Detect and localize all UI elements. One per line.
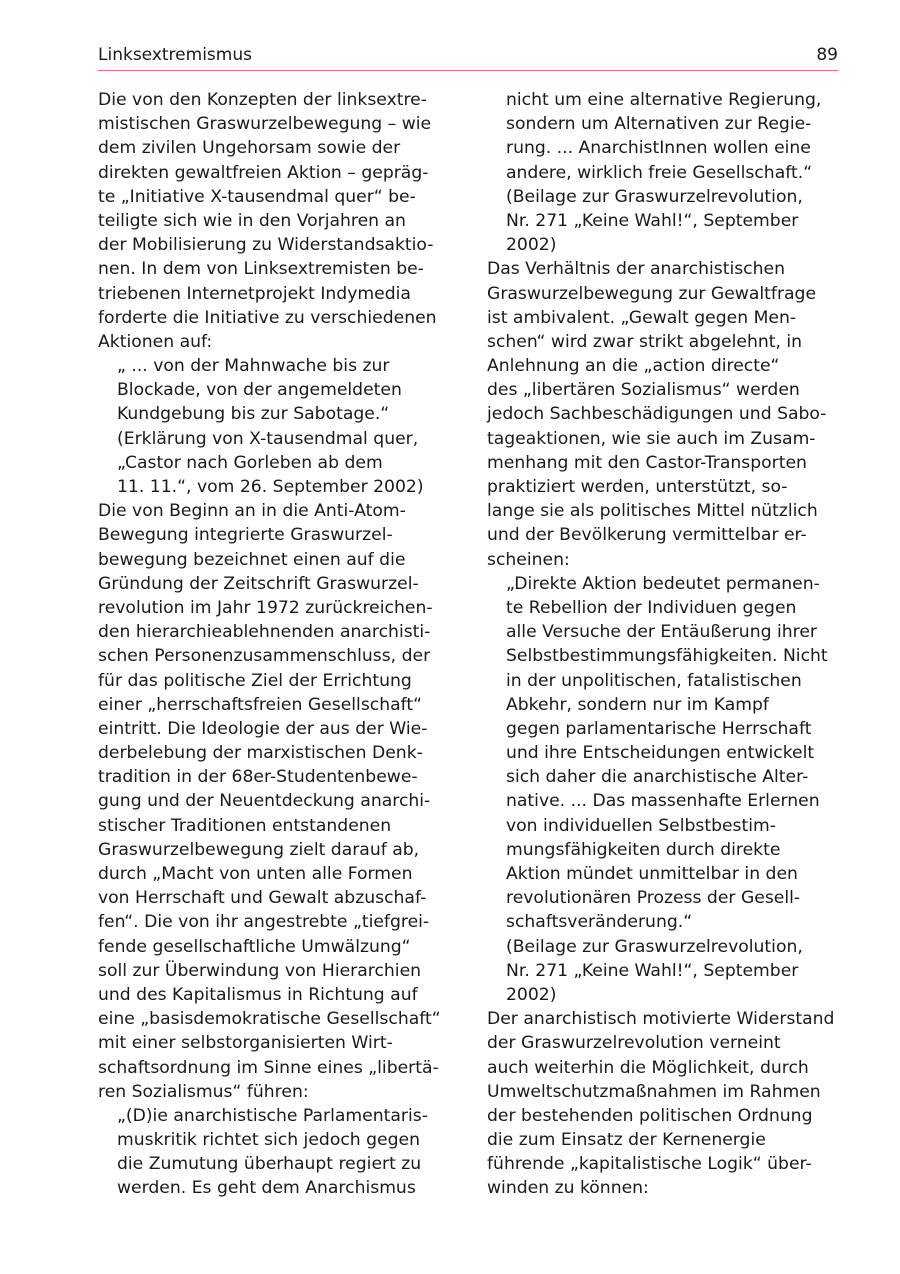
- text-line: tageaktionen, wie sie auch im Zusam-: [487, 428, 816, 449]
- text-line: direkten gewaltfreien Aktion – gepräg-: [98, 162, 429, 183]
- text-line: dem zivilen Ungehorsam sowie der: [98, 138, 401, 159]
- quote-line: (Beilage zur Graswurzelrevolution,: [506, 186, 803, 207]
- text-line: fende gesellschaftliche Umwälzung“: [98, 936, 411, 957]
- text-line: stischer Traditionen entstandenen: [98, 815, 392, 836]
- left-text-column: [98, 88, 454, 1201]
- running-title: Linksextremismus: [98, 45, 252, 65]
- quote-line: Aktion mündet unmittelbar in den: [506, 864, 798, 884]
- text-line: durch „Macht von unten alle Formen: [98, 864, 413, 884]
- text-line: die zum Einsatz der Kernenergie: [487, 1130, 766, 1151]
- text-line: Der anarchistisch motivierte Widerstand: [487, 1009, 835, 1030]
- text-line: von Herrschaft und Gewalt abzuschaf-: [98, 888, 427, 909]
- quote-line: revolutionären Prozess der Gesell-: [506, 888, 801, 909]
- right-text-column: [487, 88, 843, 1201]
- text-line: der bestehenden politischen Ordnung: [487, 1105, 813, 1126]
- text-line: Die von den Konzepten der linksextre-: [98, 90, 427, 110]
- quote-line: Selbstbestimmungsfähigkeiten. Nicht: [506, 646, 828, 667]
- text-line: ist ambivalent. „Gewalt gegen Men-: [487, 307, 797, 328]
- text-line: schen“ wird zwar strikt abgelehnt, in: [487, 331, 803, 352]
- quote-line: Blockade, von der angemeldeten: [117, 380, 402, 401]
- quote-line: nicht um eine alternative Regierung,: [506, 90, 822, 110]
- quote-line: te Rebellion der Individuen gegen: [506, 597, 797, 618]
- text-line: und des Kapitalismus in Richtung auf: [98, 984, 418, 1005]
- text-line: Graswurzelbewegung zielt darauf ab,: [98, 839, 420, 860]
- quote-line: (Erklärung von X-tausendmal quer,: [117, 428, 419, 449]
- text-line: praktiziert werden, unterstützt, so-: [487, 477, 788, 497]
- quote-line: 2002): [506, 984, 557, 1005]
- quote-line: (Beilage zur Graswurzelrevolution,: [506, 936, 803, 957]
- quote-line: die Zumutung überhaupt regiert zu: [117, 1154, 422, 1175]
- quote-line: 2002): [506, 235, 557, 256]
- quote-line: alle Versuche der Entäußerung ihrer: [506, 622, 817, 643]
- text-line: bewegung bezeichnet einen auf die: [98, 549, 406, 570]
- quote-line: sich daher die anarchistische Alter-: [506, 767, 809, 788]
- text-line: Graswurzelbewegung zur Gewaltfrage: [487, 283, 817, 304]
- text-line: soll zur Überwindung von Hierarchien: [98, 960, 422, 981]
- text-line: nen. In dem von Linksextremisten be-: [98, 259, 424, 280]
- text-line: teiligte sich wie in den Vorjahren an: [98, 210, 406, 231]
- text-line: eintritt. Die Ideologie der aus der Wie-: [98, 718, 428, 739]
- quote-line: „Direkte Aktion bedeutet permanen-: [506, 573, 820, 594]
- page-number: 89: [816, 45, 838, 65]
- quote-line: und ihre Entscheidungen entwickelt: [506, 743, 815, 764]
- text-line: schaftsordnung im Sinne eines „libertä-: [98, 1057, 439, 1078]
- text-line: Anlehnung an die „action directe“: [487, 356, 780, 377]
- text-line: Die von Beginn an in die Anti-Atom-: [98, 501, 406, 522]
- quote-line: 11. 11.“, vom 26. September 2002): [117, 477, 424, 497]
- running-header: [98, 42, 838, 71]
- text-line: eine „basisdemokratische Gesellschaft“: [98, 1009, 441, 1030]
- text-line: winden zu können:: [487, 1178, 649, 1199]
- text-line: fen“. Die von ihr angestrebte „tiefgrei-: [98, 912, 430, 933]
- text-line: jedoch Sachbeschädigungen und Sabo-: [487, 404, 827, 425]
- text-line: scheinen:: [487, 549, 570, 570]
- text-line: menhang mit den Castor-Transporten: [487, 452, 807, 473]
- text-line: mistischen Graswurzelbewegung – wie: [98, 114, 432, 135]
- text-line: revolution im Jahr 1972 zurückreichen-: [98, 597, 433, 618]
- text-line: führende „kapitalistische Logik“ über-: [487, 1154, 812, 1175]
- quote-line: von individuellen Selbstbestim-: [506, 815, 776, 836]
- text-line: gung und der Neuentdeckung anarchi-: [98, 791, 431, 812]
- text-line: und der Bevölkerung vermittelbar er-: [487, 525, 807, 546]
- quote-line: Kundgebung bis zur Sabotage.“: [117, 404, 390, 425]
- text-line: Umweltschutzmaßnahmen im Rahmen: [487, 1081, 821, 1102]
- quote-line: „(D)ie anarchistische Parlamentaris-: [117, 1105, 428, 1126]
- quote-line: sondern um Alternativen zur Regie-: [506, 114, 812, 135]
- text-line: der Mobilisierung zu Widerstandsaktio-: [98, 235, 434, 256]
- text-line: derbelebung der marxistischen Denk-: [98, 743, 423, 764]
- text-line: tradition in der 68er-Studentenbewe-: [98, 767, 418, 788]
- text-line: schen Personenzusammenschluss, der: [98, 646, 431, 667]
- quote-line: Abkehr, sondern nur im Kampf: [506, 694, 769, 715]
- text-line: ren Sozialismus“ führen:: [98, 1081, 309, 1102]
- quote-line: „ ... von der Mahnwache bis zur: [117, 356, 390, 377]
- text-line: auch weiterhin die Möglichkeit, durch: [487, 1057, 809, 1078]
- text-line: Gründung der Zeitschrift Graswurzel-: [98, 573, 419, 594]
- text-line: Bewegung integrierte Graswurzel-: [98, 525, 393, 546]
- text-line: des „libertären Sozialismus“ werden: [487, 380, 800, 401]
- quote-line: Nr. 271 „Keine Wahl!“, September: [506, 960, 799, 981]
- text-line: einer „herrschaftsfreien Gesellschaft“: [98, 694, 423, 715]
- quote-line: „Castor nach Gorleben ab dem: [117, 452, 383, 473]
- quote-line: gegen parlamentarische Herrschaft: [506, 718, 812, 739]
- quote-line: werden. Es geht dem Anarchismus: [117, 1178, 416, 1199]
- text-line: triebenen Internetprojekt Indymedia: [98, 283, 411, 304]
- text-line: den hierarchieablehnenden anarchisti-: [98, 622, 431, 643]
- quote-line: muskritik richtet sich jedoch gegen: [117, 1130, 420, 1151]
- quote-line: schaftsveränderung.“: [506, 912, 693, 933]
- text-line: Aktionen auf:: [98, 331, 213, 352]
- text-line: lange sie als politisches Mittel nützlich: [487, 501, 818, 522]
- quote-line: andere, wirklich freie Gesellschaft.“: [506, 162, 813, 183]
- quote-line: rung. ... AnarchistInnen wollen eine: [506, 138, 811, 159]
- quote-line: in der unpolitischen, fatalistischen: [506, 670, 802, 691]
- text-line: für das politische Ziel der Errichtung: [98, 670, 412, 691]
- quote-line: mungsfähigkeiten durch direkte: [506, 839, 781, 860]
- text-line: forderte die Initiative zu verschiedenen: [98, 307, 437, 328]
- text-line: Das Verhältnis der anarchistischen: [487, 259, 785, 280]
- quote-line: native. ... Das massenhafte Erlernen: [506, 791, 820, 812]
- text-line: te „Initiative X-tausendmal quer“ be-: [98, 186, 416, 207]
- text-line: der Graswurzelrevolution verneint: [487, 1033, 781, 1054]
- quote-line: Nr. 271 „Keine Wahl!“, September: [506, 210, 799, 231]
- text-line: mit einer selbstorganisierten Wirt-: [98, 1033, 393, 1054]
